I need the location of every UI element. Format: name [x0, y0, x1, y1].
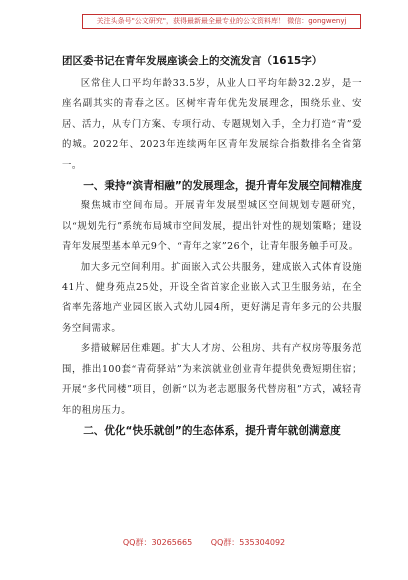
section-heading-2: 二、优化“快乐就创”的生态体系，提升青年就创满意度 — [83, 424, 341, 437]
document-body — [62, 54, 362, 441]
document-title: 团区委书记在青年发展座谈会上的交流发言（1615字） — [62, 55, 323, 67]
section-heading-1: 一、秉持“滨青相融”的发展理念，提升青年发展空间精准度 — [83, 180, 362, 193]
promo-banner: 关注头条号"公文研究"，获得最新最全最专业的公文资料库！ 微信：gongwenyj — [82, 14, 361, 29]
paragraph-space-use: 加大多元空间利用。扩面嵌入式公共服务，建成嵌入式体育设施41片、健身苑点25处，开设全省首家企业嵌入式卫生服务站，在全省率先落地产业园区嵌入式幼儿园4所，更好满足青年多元的公共服务空间需求。 — [62, 261, 362, 334]
footer-contacts — [0, 537, 408, 549]
paragraph-city-layout: 聚焦城市空间布局。开展青年发展型城区空间规划专题研究，以“规划先行”系统布局城市空间发展，提出针对性的规划策略；建设青年发展型基本单元9个、“青年之家”26个，让青年服务触手可及。 — [62, 200, 362, 253]
footer-qq-group-2: QQ群：535304092 — [210, 538, 286, 547]
intro-paragraph: 区常住人口平均年龄33.5岁，从业人口平均年龄32.2岁，是一座名副其实的青春之区。区树牢青年优先发展理念，围绕乐业、安居、活力，从专门方案、专项行动、专题规划入手，全力打造“青”爱的城。2022年、2023年连续两年区青年发展综合指数排名全省第一。 — [62, 78, 362, 171]
footer-qq-group-1: QQ群：30265665 — [122, 538, 193, 547]
paragraph-housing: 多措破解居住难题。扩大人才房、公租房、共有产权房等服务范围，推出100套“青荷驿站”为来滨就业创业青年提供免费短期住宿；开展“多代同楼”项目，创新“以为老志愿服务代替房租”方式，减轻青年的租房压力。 — [62, 343, 362, 416]
